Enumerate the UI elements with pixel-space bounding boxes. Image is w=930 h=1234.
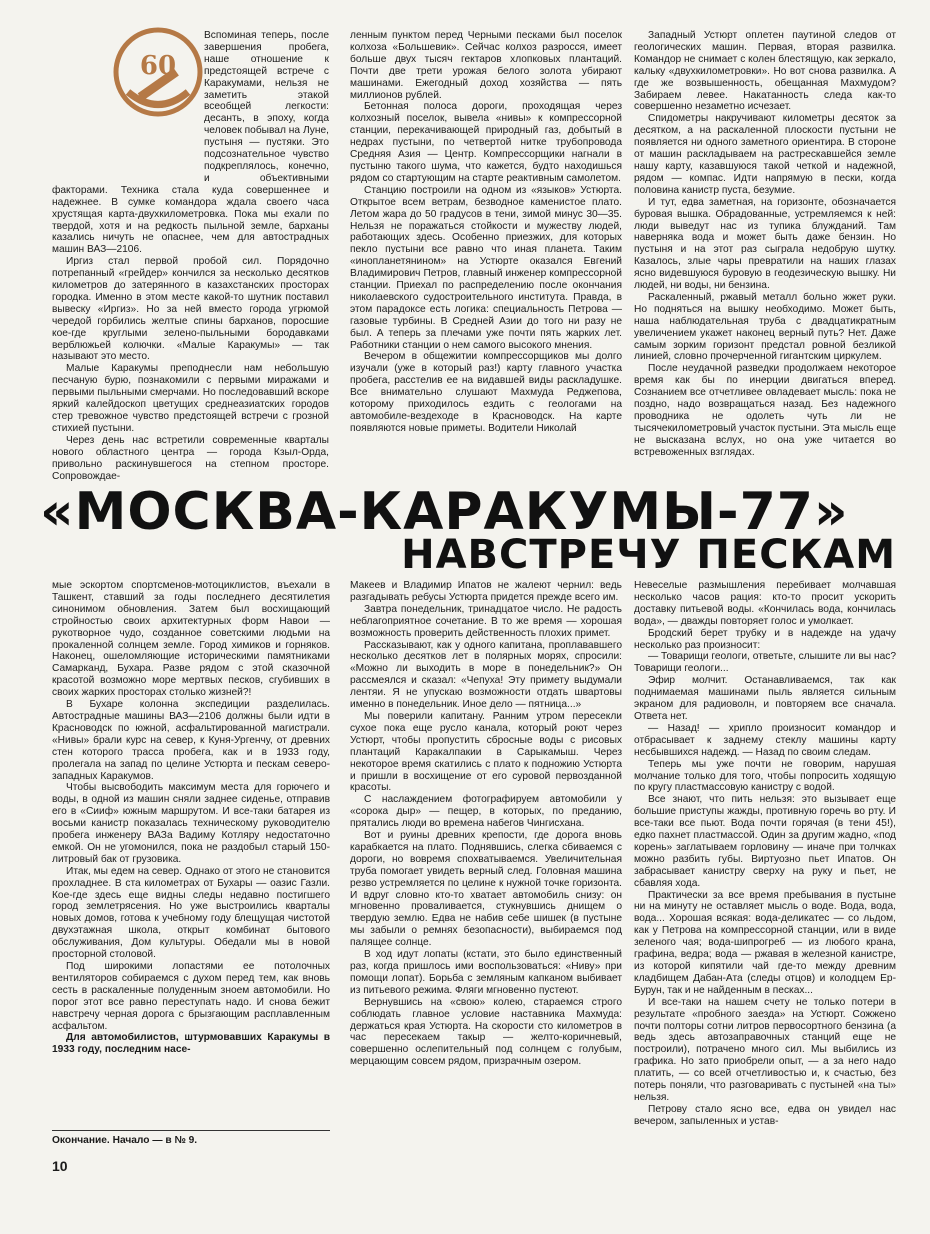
continuation-note: Окончание. Начало — в № 9. — [52, 1130, 330, 1146]
column-4 — [52, 580, 330, 1056]
paragraph: Рассказывают, как у одного капитана, проплававшего несколько десятков лет в полярных морях, спросили: «Можно ли выходить в море в понедельник?» Он рассмеялся и сказал: «Чепуха! Эту примету выдумали лентяи. Я не упускаю возможности отдать швартовы именно в понедельник. Иное дело — пятница...» — [350, 639, 622, 711]
paragraph: Бетонная полоса дороги, проходящая через колхозный поселок, вывела «нивы» к компрессорной станции, перекачивающей природный газ, добытый в недрах пустыни, по четвертой нитке трубопровода Средняя Азия — Центр. Компрессорщики нагнали в пустыню такого шума, что кажется, будто находишься рядом со стартующим на старте реактивным самолетом. — [350, 101, 622, 184]
paragraph: Все знают, что пить нельзя: это вызывает еще большие приступы жажды, противную горечь во рту. И все-таки все пьют. Вода почти горячая (в тени 45!), едко пахнет пластмассой. Один за другим жадно, «под корень» заглатываем горловину — иначе при толчках можно разбить губы. Виртуозно пьет Ипатов. Он забрасывает канистру сверху на руку и пьет, не сбавляя хода. — [634, 794, 896, 889]
paragraph: Под широкими лопастями ее потолочных вентиляторов собираемся с духом перед тем, как вновь сесть в раскаленные полуденным зноем автомобили. Но порог этот все равно переступать надо. И снова бежит навстречу черная дорога с брызгающим расплавленным асфальтом. — [52, 961, 330, 1032]
article-subtitle: НАВСТРЕЧУ ПЕСКАМ — [401, 532, 896, 578]
paragraph: Станцию построили на одном из «языков» Устюрта. Открытое всем ветрам, безводное каменистое плато. Летом жара до 50 градусов в тени, зимой минус 30—35. Нельзя не поражаться стойкости и мужеству людей, работающих здесь. Особенно приезжих, для которых пекло пустыни все равно что иная планета. Таким «инопланетянином» на Устюрте оказался Евгений Владимирович Петров, главный инженер компрессорной станции. Приехал по распределению после окончания николаевского судостроительного института. Правда, в этом парадоксе есть логика: специальность Петрова — газовые турбины. В Средней Азии до того ни разу не был. А теперь за плечами уже почти пять жарких лет. Работники станции о нем самого высокого мнения. — [350, 184, 622, 351]
paragraph: Вернувшись на «свою» колею, стараемся строго соблюдать главное условие наставника Махмуда: держаться края Устюрта. На скорости сто километров в час пересекаем такыр — желто-коричневый, совершенно ослепительный под солнцем с голубым, мерцающим совсем рядом, призрачным озером. — [350, 996, 622, 1068]
paragraph: И все-таки на нашем счету не только потери в результате «пробного заезда» на Устюрт. Сожжено почти полторы сотни литров первосортного бензина (а ведь здесь автозаправочных станций еще не построили), потрачено много сил. Мы выбились из графика. Но зато приобрели опыт, — а за него надо платить, — со всей отчетливостью и, к счастью, без потерь поняли, что разговаривать с пустыней «на ты» нельзя. — [634, 996, 896, 1103]
paragraph: И тут, едва заметная, на горизонте, обозначается буровая вышка. Обрадованные, устремляемся к ней: люди выведут нас из тупика блужданий. Там наверняка вода и может быть даже бензин. Но пустыня и на этот раз сыграла недобрую шутку. Казалось, злые чары превратили на наших глазах ясно видевшуюся буровую в геодезическую вышку. Ни людей, ни воды, ни бензина. — [634, 196, 896, 292]
paragraph: ленным пунктом перед Черными песками был поселок колхоза «Большевик». Сейчас колхоз разросся, имеет больше двух тысяч гектаров хлопковых плантаций. Почти две трети урожая белого золота убирают машинами. Ежегодный доход хозяйства — пять миллионов рублей. — [350, 30, 622, 101]
paragraph: Теперь мы уже почти не говорим, нарушая молчание только для того, чтобы попросить ходящую по кругу пластмассовую канистру с водой. — [634, 758, 896, 794]
paragraph: С наслаждением фотографируем автомобили у «сорока дыр» — пещер, в которых, по преданию, прятались люди во времена набегов Чингисхана. — [350, 794, 622, 830]
paragraph: — Назад! — хрипло произносит командор и отбрасывает к заднему стеклу машины карту несбывшихся надежд. — Назад по своим следам. — [634, 722, 896, 758]
paragraph: Бродский берет трубку и в надежде на удачу несколько раз произносит: — [634, 627, 896, 651]
paragraph: Малые Каракумы преподнесли нам небольшую песчаную бурю, познакомили с первыми миражами и первыми пыльными смерчами. Но последовавший вскоре яркий калейдоскоп цветущих среднеазиатских городов стер тревожное чувство предстоящей встречи с грозной стихией пустыни. — [52, 363, 329, 434]
paragraph: В Бухаре колонна экспедиции разделилась. Автострадные машины ВАЗ—2106 должны были идти в Красноводск по южной, асфальтированной магистрали. «Нивы» брали курс на север, к Куня-Ургенчу, от древних стен которого трасса пробега, как и в 1933 году, пролегала на запад по целине Устюрта и пескам северо-западных Каракумов. — [52, 699, 330, 782]
paragraph: Раскаленный, ржавый металл больно жжет руки. Но подняться на вышку необходимо. Может быть, наша наблюдательная труба с двадцатикратным увеличением укажет наконец верный путь? Нет. Даже самым зорким горизонт предстал ровной безликой линией, словно прочерченной гигантским циркулем. — [634, 291, 896, 363]
paragraph: Вечером в общежитии компрессорщиков мы долго изучали (уже в который раз!) карту главного участка пробега, расстелив ее на видавшей виды раскладушке. Все внимательно слушают Махмуда Реджепова, которому приходилось ездить с геологами на автомобиле-вездеходе в Красноводск. На карте появляются новые приметы. Водители Николай — [350, 351, 622, 434]
column-3 — [634, 30, 896, 459]
paragraph: Спидометры накручивают километры десяток за десятком, а на раскаленной плоскости пустыни не появляется ни одного заметного ориентира. В стороне от машин раскладываем на растрескавшейся земле нашу карту, казавшуюся такой четкой и надежной, рядом — компас. Идти напрямую в пески, когда половина канистр пуста, безумие. — [634, 113, 896, 196]
paragraph: Завтра понедельник, тринадцатое число. Не радость неблагоприятное сочетание. В то же время — хорошая возможность проверить действенность плохих примет. — [350, 603, 622, 639]
paragraph: Вот и руины древних крепости, где дорога вновь карабкается на плато. Поднявшись, слегка сбиваемся с дороги, но вовремя спохватываемся. Увеличительная труба помогает увидеть верный след. Головная машина резво устремляется по целине к нужной точке горизонта. И вдруг словно кто-то хватает автомобиль снизу: он мгновенно проваливается, стукнувшись днищем о твердую землю. Едва не набив себе шишек (в пустыне мы забыли о ремнях безопасности), выбираемся под палящее солнце. — [350, 830, 622, 949]
column-5 — [350, 580, 622, 1068]
paragraph: — Товарищи геологи, ответьте, слышите ли вы нас? Товарищи геологи... — [634, 651, 896, 675]
paragraph: Практически за все время пребывания в пустыне ни на минуту не оставляет мысль о воде. Вода, вода, вода... Хорошая всякая: вода-деликатес — со льдом, как у Петрова на компрессорной станции, или в виде зеленого чая; вода-шипрогреб — из любого крана, графина, ведра; вода — ржавая в железной канистре, из которой кипятили чай где-то между древним кладбищем Дабан-Ата (следы отцов) и колодцем Ер-Бурун, так и не найденным в песках... — [634, 889, 896, 996]
paragraph: После неудачной разведки продолжаем некоторое время как бы по инерции двигаться вперед. Сознанием все отчетливее овладевает мысль: пока не поздно, надо возвращаться назад. Без надежного проводника не одолеть чуть ли не тысячекилометровый участок пустыни. Эта мысль еще не высказана вслух, но она уже читается во встревоженных взглядах. — [634, 363, 896, 458]
page-number: 10 — [52, 1158, 68, 1174]
paragraph: Эфир молчит. Останавливаемся, так как поднимаемая машинами пыль является сильным экраном для радиоволн, и повторяем все сначала. Ответа нет. — [634, 675, 896, 722]
article-title: «МОСКВА-КАРАКУМЫ-77» — [40, 482, 849, 542]
paragraph: Иргиз стал первой пробой сил. Порядочно потрепанный «грейдер» кончился за несколько десятков километров до затерянного в казахстанских просторах городка. Именно в этом месте какой-то шутник поставил вывеску «Иргиз». Но за ней вместо города угрюмой чередой горбились желтые спины барханов, поросшие кое-где круглыми зелено-пыльными бородавками верблюжьей колючки. «Малые Каракумы» — так называют это место. — [52, 256, 329, 363]
paragraph: Невеселые размышления перебивает молчавшая несколько часов рация: кто-то просит ускорить доставку питьевой воды. «Кончилась вода, кончилась вода», — дважды повторяет голос и умолкает. — [634, 580, 896, 627]
paragraph: Макеев и Владимир Ипатов не жалеют чернил: ведь разгадывать ребусы Устюрта придется прежде всего им. — [350, 580, 622, 603]
paragraph: Чтобы высвободить максимум места для горючего и воды, в одной из машин сняли заднее сиденье, отправив его в «Сииф» южным маршрутом. И все-таки батарея из восьми канистр показалась техническому руководителю пробега инженеру ВАЗа Вадиму Котляру недостаточно емкой. Он не угомонился, пока не раздобыл старый 150-литровый бак от грузовика. — [52, 782, 330, 865]
paragraph: Петрову стало ясно все, едва он увидел нас вечером, запыленных и устав- — [634, 1103, 896, 1127]
column-6 — [634, 580, 896, 1128]
paragraph: Вспоминая теперь, после завершения пробега, наше отношение к предстоящей встрече с Каракумами, нельзя не заметить этакой всеобщей легкости: десанть, в эпоху, когда человек побывал на Луне, пустыня — пустяки. Это подсознательное чувство подкреплялось, конечно, и объективными факторами. Техника стала куда совершеннее и надежнее. В сумке командора ждала своего часа хрустящая карта-двухкилометровка. Пока мы ехали по твердой, хотя и на редкость пыльной земле, барханы казались ничуть не опаснее, чем для автострадных машин ВАЗ—2106. — [52, 30, 329, 256]
paragraph: Через день нас встретили современные кварталы нового областного центра — города Кзыл-Орда, привольно раскинувшегося на степном просторе. Сопровождае- — [52, 434, 329, 482]
column-2 — [350, 30, 622, 435]
paragraph: Мы поверили капитану. Ранним утром пересекли сухое пока еще русло канала, который роют через Устюрт, чтобы пропустить сбросные воды с рисовых плантаций Каракалпакии в Сарыкамыш. Через некоторое время скатились с плато к подножию Устюрта и пришли в восхищение от его суровой первозданной красоты. — [350, 710, 622, 794]
emblem-number: 60 — [139, 51, 177, 81]
column-1 — [52, 30, 329, 482]
paragraph: мые эскортом спортсменов-мотоциклистов, въехали в Ташкент, ставший за годы последнего десятилетия синонимом обновления. Затем был восхищающий стройностью своих архитектурных форм Навои — рукотворное чудо, созданное советскими людьми на прокаленной солнцем земле. Город химиков и горняков. Наконец, ошеломляющие историческими памятниками Самарканд, Бухара. Разве рядом с этой сказочной красотой возможно море мертвых песков, сгубивших в своих жарких просторах столько жизней?! — [52, 580, 330, 699]
paragraph: В ход идут лопаты (кстати, это было единственный раз, когда пришлось ими воспользоваться: «Ниву» при помощи лопат). Борьба с земляным капканом выбивает из питьевого режима. Фляги мгновенно пустеют. — [350, 949, 622, 996]
paragraph: Итак, мы едем на север. Однако от этого не становится прохладнее. В ста километрах от Бухары — оазис Газли. Кое-где здесь еще видны следы недавно постигшего город землетрясения. Но уже выстроились кварталы новых домов, готова к учебному году блещущая чистотой двухэтажная школа, открыт комбинат бытового обслуживания, Дом культуры. Обедали мы в новой просторной столовой. — [52, 865, 330, 961]
paragraph: Для автомобилистов, штурмовавших Каракумы в 1933 году, последним насе- — [52, 1032, 330, 1056]
paragraph: Западный Устюрт оплетен паутиной следов от геологических машин. Первая, вторая развилка. Командор не снимает с колен блестящую, как зеркало, кальку «двухкилометровки». Но вот снова развилка. А где же возвышенность, обещанная Махмудом? Забираем левее. Накатанность следа как-то совершенно незаметно исчезает. — [634, 30, 896, 113]
